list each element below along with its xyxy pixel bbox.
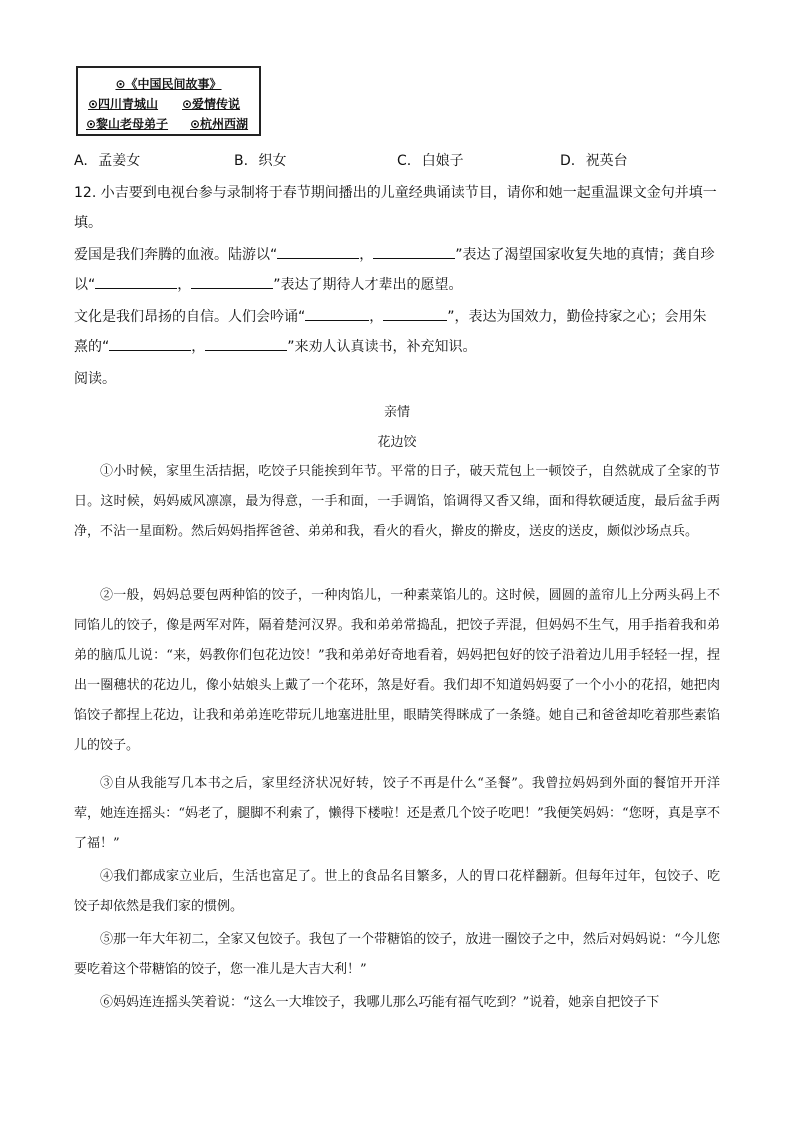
text-segment: ， [177,277,192,293]
text-segment: ， [369,309,384,325]
option-letter: C. [397,153,412,169]
article-paragraph-1: ①小时候，家里生活拮据，吃饺子只能挨到年节。平常的日子，破天荒包上一顿饺子，自然就成了全家的节日。这时候，妈妈威风凛凛，最为得意，一手和面，一手调馅，馅调得又香又绵，面和得软硬适度，最后盆手两净，不沾一星面粉。然后妈妈指挥爸爸、弟弟和我，看火的看火，擀皮的擀皮，送皮的送皮，颇似沙场点兵。 [74,464,720,539]
option-text: 白娘子 [421,153,464,169]
question-12-stem: 12. 小吉要到电视台参与录制将于春节期间播出的儿童经典诵读节目，请你和她一起重温课文金句并填一填。 [74,185,717,231]
option-text: 织女 [258,153,287,169]
answer-blank[interactable] [383,306,447,321]
text-segment: ， [191,339,206,355]
answer-blank[interactable] [205,336,287,351]
answer-blank[interactable] [373,244,455,259]
article-paragraph-2: ②一般，妈妈总要包两种馅的饺子，一种肉馅儿，一种素菜馅儿的。这时候，圆圆的盖帘儿上分两头码上不同馅儿的饺子，像是两军对阵，隔着楚河汉界。我和弟弟常捣乱，把饺子弄混，但妈妈不生气，用手指着我和弟弟的脑瓜儿说：“来，妈教你们包花边饺！”我和弟弟好奇地看着，妈妈把包好的饺子沿着边儿用手轻轻一捏，捏出一圈穗状的花边儿，像小姑娘头上戴了一个花环，煞是好看。我们却不知道妈妈耍了一个小小的花招，她把肉馅饺子都捏上花边，让我和弟弟连吃带玩儿地塞进肚里，眼睛笑得眯成了一条缝。她自己和爸爸却吃着那些素馅儿的饺子。 [74,588,720,753]
question-12-part-1 [74,240,720,300]
option-a[interactable] [74,150,140,170]
answer-blank[interactable] [191,274,273,289]
article-paragraph-5: ⑤那一年大年初二，全家又包饺子。我包了一个带糖馅的饺子，放进一圈饺子之中，然后对妈妈说：“今儿您要吃着这个带糖馅的饺子，您一准儿是大吉大利！” [74,932,720,977]
section-title: 亲情 [383,405,410,420]
answer-blank[interactable] [277,244,359,259]
article-title: 花边饺 [377,435,417,450]
article-paragraph-3: ③自从我能写几本书之后，家里经济状况好转，饺子不再是什么“圣餐”。我曾拉妈妈到外面的餐馆开开洋荤，她连连摇头：“妈老了，腿脚不利索了，懒得下楼啦！还是煮几个饺子吃吧！”我便笑妈妈：“您呀，真是享不了福！” [74,776,720,851]
answer-blank[interactable] [305,306,369,321]
text-segment: 爱国是我们奔腾的血液。陆游以“ [74,247,278,263]
image-box-clues [76,66,261,136]
text-segment: ， [359,247,374,263]
answer-blank[interactable] [109,336,191,351]
question-12-part-2 [74,302,720,362]
option-b[interactable] [234,150,287,170]
text-segment: ”，表达为国效力，勤俭持家之心；会用朱熹的“ [74,309,707,355]
article-paragraph-6: ⑥妈妈连连摇头笑着说：“这么一大堆饺子，我哪儿那么巧能有福气吃到？”说着，她亲自把饺子下 [100,995,660,1010]
clue-teacher: ⊙黎山老母弟子 [86,117,169,131]
text-segment: ”表达了渴望国家收复失地的真情；龚自珍以“ [74,247,715,293]
text-segment: ”表达了期待人才辈出的愿望。 [273,277,463,293]
answer-blank[interactable] [95,274,177,289]
clue-westlake: ⊙杭州西湖 [190,117,249,131]
option-letter: B. [234,153,249,169]
clue-legend: ⊙爱情传说 [182,97,241,111]
text-segment: 文化是我们昂扬的自信。人们会吟诵“ [74,309,306,325]
option-c[interactable] [397,150,464,170]
reading-label: 阅读。 [74,371,116,387]
option-d[interactable] [560,150,628,170]
article-paragraph-4: ④我们都成家立业后，生活也富足了。世上的食品名目繁多，人的胃口花样翻新。但每年过年，包饺子、吃饺子却依然是我们家的惯例。 [74,869,720,914]
answer-options [74,150,714,172]
text-segment: ”来劝人认真读书，补充知识。 [287,339,477,355]
option-text: 祝英台 [585,153,628,169]
option-text: 孟姜女 [98,153,141,169]
option-letter: A. [74,153,88,169]
clue-book-title: ⊙《中国民间故事》 [115,77,222,91]
option-letter: D. [560,153,576,169]
clue-location: ⊙四川青城山 [88,97,159,111]
